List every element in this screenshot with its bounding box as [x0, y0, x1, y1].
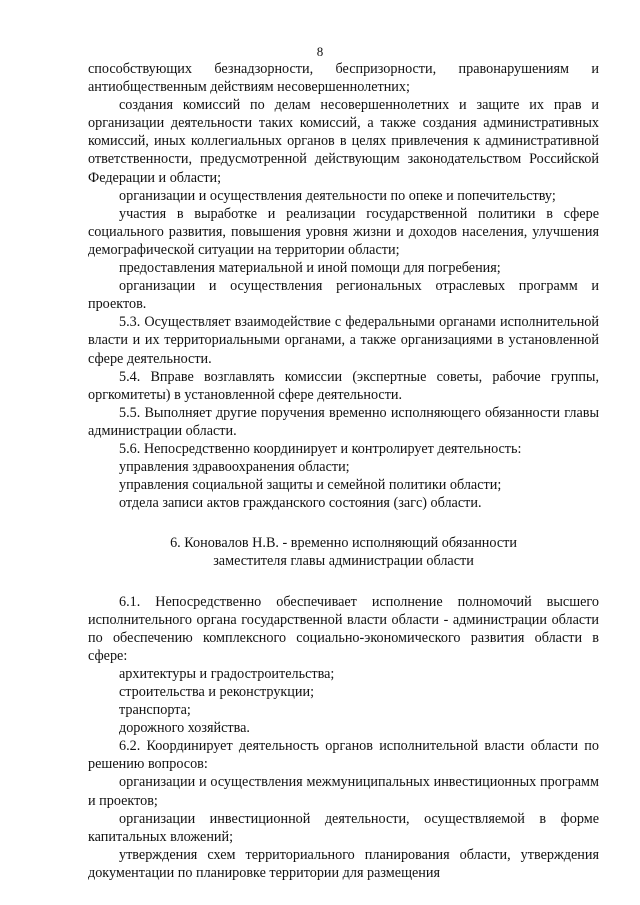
paragraph: организации и осуществления межмуниципальных инвестиционных программ и проектов; — [88, 774, 599, 809]
spacer — [88, 571, 599, 593]
paragraph: участия в выработке и реализации государственной политики в сфере социального развития, повышения уровня жизни и доходов населения, улучшения демографической ситуации на территории области; — [88, 205, 599, 258]
paragraph: 6.2. Координирует деятельность органов исполнительной власти области по решению вопросов: — [88, 738, 599, 773]
paragraph: организации и осуществления деятельности по опеке и попечительству; — [119, 187, 556, 204]
paragraph: отдела записи актов гражданского состояния (загс) области. — [119, 495, 482, 512]
paragraph: архитектуры и градостроительства; — [119, 665, 335, 682]
paragraph: утверждения схем территориального планирования области, утверждения документации по планировке территории для размещения — [88, 846, 599, 881]
paragraph: управления здравоохранения области; — [119, 459, 350, 476]
paragraph: 5.6. Непосредственно координирует и контролирует деятельность: — [119, 440, 522, 457]
paragraph: организации и осуществления региональных отраслевых программ и проектов. — [88, 278, 599, 313]
paragraph: предоставления материальной и иной помощи для погребения; — [119, 260, 501, 277]
paragraph: создания комиссий по делам несовершеннолетних и защите их прав и организации деятельности таких комиссий, а также создания административных комиссий, иных коллегиальных органов в целях привлечения к административной ответственности, предусмотренной действующим законодательством Российской Федерации и области; — [88, 97, 599, 186]
paragraph: 5.4. Вправе возглавлять комиссии (экспертные советы, рабочие группы, оргкомитеты) в установленной сфере деятельности. — [88, 368, 599, 403]
spacer — [88, 512, 599, 534]
paragraph: 6.1. Непосредственно обеспечивает исполнение полномочий высшего исполнительного органа государственной власти области - администрации области по обеспечению комплексного социально-экономического развития области в сфере: — [88, 593, 599, 664]
paragraph: 5.3. Осуществляет взаимодействие с федеральными органами исполнительной власти и их территориальными органами, а также организациями в установленной сфере деятельности. — [88, 314, 599, 367]
page-number: 8 — [316, 44, 324, 59]
paragraph: управления социальной защиты и семейной политики области; — [119, 477, 502, 494]
paragraph: 5.5. Выполняет другие поручения временно исполняющего обязанности главы администрации области. — [88, 404, 599, 439]
document-body — [88, 60, 599, 882]
paragraph: способствующих безнадзорности, беспризорности, правонарушениям и антиобщественным действиям несовершеннолетних; — [88, 61, 599, 96]
paragraph: организации инвестиционной деятельности, осуществляемой в форме капитальных вложений; — [88, 810, 599, 845]
paragraph: транспорта; — [119, 702, 191, 719]
section-heading-line: заместителя главы администрации области — [213, 553, 474, 570]
paragraph: дорожного хозяйства. — [119, 720, 250, 737]
section-heading-line: 6. Коновалов Н.В. - временно исполняющий обязанности — [170, 535, 517, 552]
paragraph: строительства и реконструкции; — [119, 684, 315, 700]
